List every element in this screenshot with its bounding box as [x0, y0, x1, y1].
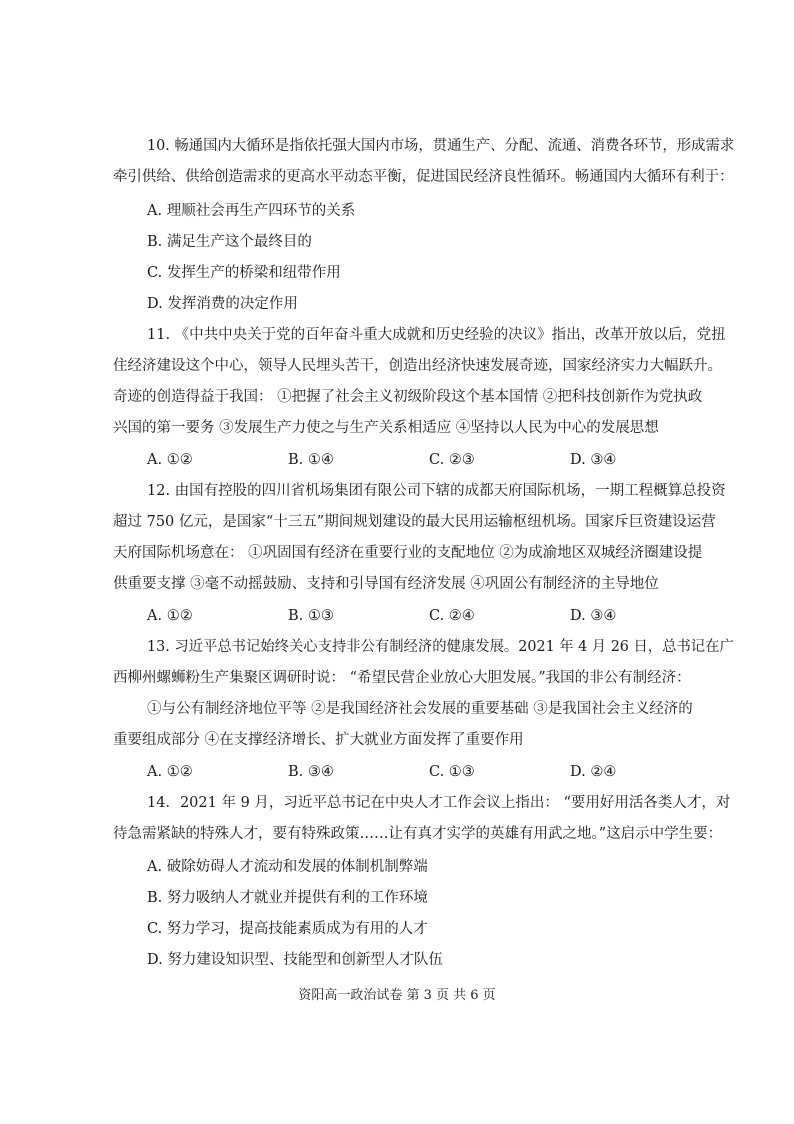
q11-option-b: B. ①④: [288, 452, 334, 468]
q12-stem-line-4: 供重要支撑 ③毫不动摇鼓励、支持和引导国有经济发展 ④巩固公有制经济的主导地位: [113, 576, 659, 592]
q11-option-c: C. ②③: [429, 452, 475, 468]
q13-option-b: B. ③④: [288, 764, 334, 780]
page-footer: 资阳高一政治试卷 第 3 页 共 6 页: [298, 988, 496, 1003]
q13-stem-line-3: ①与公有制经济地位平等 ②是我国经济社会发展的重要基础 ③是我国社会主义经济的: [147, 701, 693, 717]
q10-stem-line-1: 10. 畅通国内大循环是指依托强大国内市场，贯通生产、分配、流通、消费各环节，形成需求: [147, 138, 735, 154]
q12-option-a: A. ①②: [147, 608, 193, 624]
q14-stem-line-2: 待急需紧缺的特殊人才，要有特殊政策……让有真才实学的英雄有用武之地。”这启示中学生要：: [113, 826, 723, 842]
q11-stem-line-3: 奇迹的创造得益于我国： ①把握了社会主义初级阶段这个基本国情 ②把科技创新作为党执政: [113, 389, 703, 405]
q14-option-d: D. 努力建设知识型、技能型和创新型人才队伍: [147, 952, 443, 968]
q10-option-d: D. 发挥消费的决定作用: [147, 296, 298, 312]
q12-option-d: D. ③④: [570, 608, 617, 624]
q13-option-a: A. ①②: [147, 764, 193, 780]
q14-option-b: B. 努力吸纳人才就业并提供有利的工作环境: [147, 890, 428, 906]
q12-stem-line-2: 超过 750 亿元，是国家“十三五”期间规划建设的最大民用运输枢纽机场。国家斥巨资建设运营: [113, 514, 716, 530]
q13-stem-line-2: 西柳州螺蛳粉生产集聚区调研时说： “希望民营企业放心大胆发展。”我国的非公有制经济：: [113, 670, 691, 686]
q10-option-a: A. 理顺社会再生产四环节的关系: [147, 203, 356, 219]
q13-option-c: C. ①③: [429, 764, 475, 780]
q13-option-d: D. ②④: [570, 764, 617, 780]
q11-option-a: A. ①②: [147, 452, 193, 468]
q12-stem-line-3: 天府国际机场意在： ①巩固国有经济在重要行业的支配地位 ②为成渝地区双城经济圈建设提: [113, 545, 703, 561]
q11-option-d: D. ③④: [570, 452, 617, 468]
q13-stem-line-1: 13. 习近平总书记始终关心支持非公有制经济的健康发展。2021 年 4 月 26 日，总书记在广: [147, 639, 734, 655]
q12-options: [147, 606, 667, 626]
q11-stem-line-4: 兴国的第一要务 ③发展生产力使之与生产关系相适应 ④坚持以人民为中心的发展思想: [113, 420, 659, 436]
q11-stem-line-2: 住经济建设这个中心，领导人民埋头苦干，创造出经济快速发展奇迹，国家经济实力大幅跃升。: [113, 358, 722, 374]
q13-stem-line-4: 重要组成部分 ④在支撑经济增长、扩大就业方面发挥了重要作用: [113, 732, 524, 748]
q10-option-b: B. 满足生产这个最终目的: [147, 234, 312, 250]
q14-option-c: C. 努力学习，提高技能素质成为有用的人才: [147, 921, 428, 937]
q12-option-c: C. ②④: [429, 608, 475, 624]
q12-stem-line-1: 12. 由国有控股的四川省机场集团有限公司下辖的成都天府国际机场，一期工程概算总投资: [147, 483, 726, 499]
q14-stem-line-1: 14．2021 年 9 月，习近平总书记在中央人才工作会议上指出： “要用好用活各类人才，对: [147, 795, 731, 811]
q13-options: [147, 762, 667, 782]
q10-stem-line-2: 牵引供给、供给创造需求的更高水平动态平衡，促进国民经济良性循环。畅通国内大循环有利于：: [113, 169, 734, 185]
q14-option-a: A. 破除妨碍人才流动和发展的体制机制弊端: [147, 859, 428, 875]
q11-stem-line-1: 11. 《中共中央关于党的百年奋斗重大成就和历史经验的决议》指出，改革开放以后，党扭: [147, 327, 726, 343]
q12-option-b: B. ①③: [288, 608, 334, 624]
q10-option-c: C. 发挥生产的桥梁和纽带作用: [147, 265, 341, 281]
q11-options: [147, 450, 667, 470]
